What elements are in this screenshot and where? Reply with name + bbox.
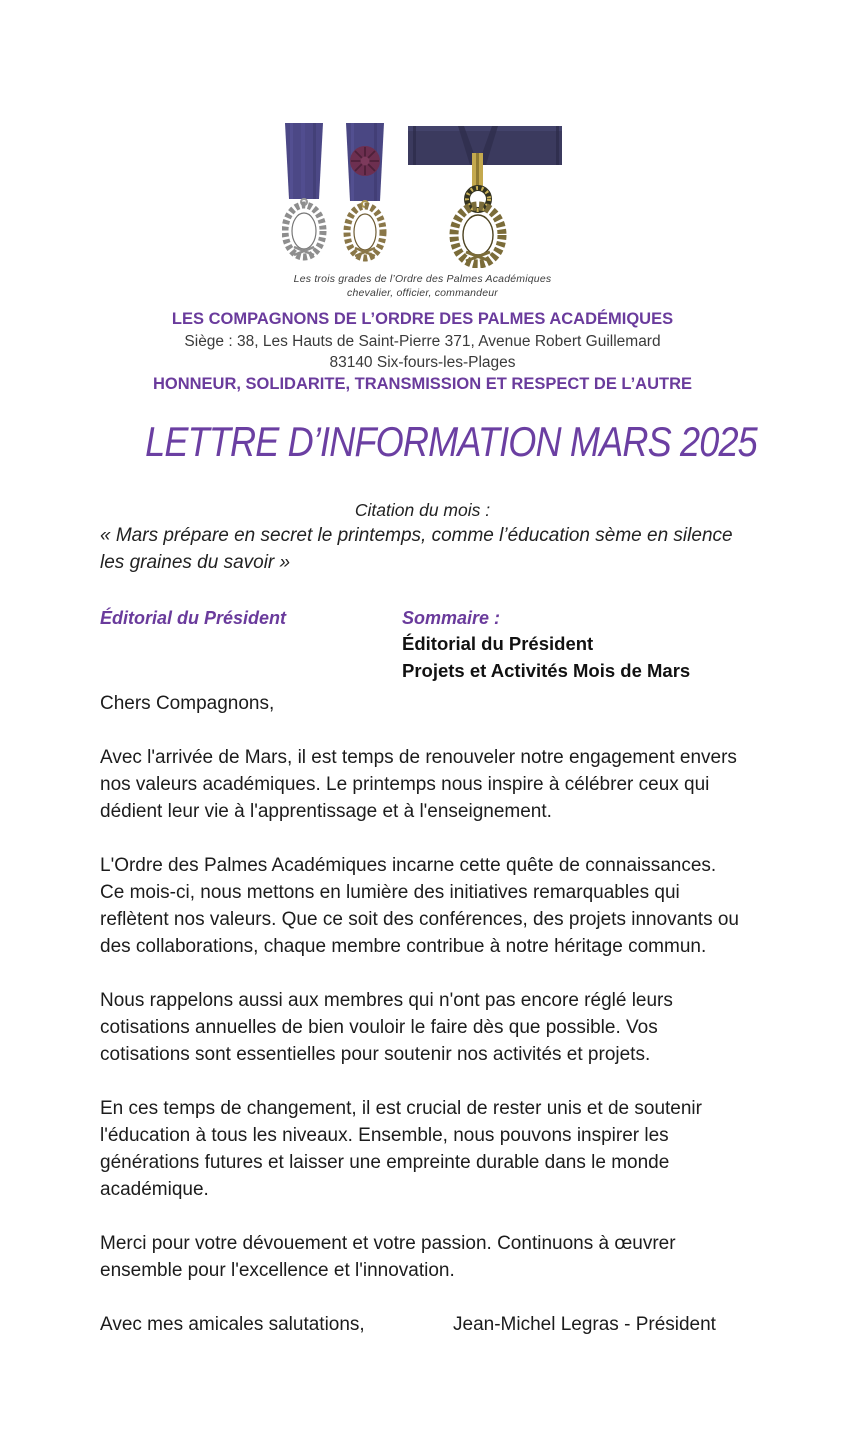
medals-image bbox=[282, 123, 564, 268]
address-line1: Siège : 38, Les Hauts de Saint-Pierre 371, Avenue Robert Guillemard bbox=[184, 333, 661, 350]
signature: Jean-Michel Legras - Président bbox=[453, 1314, 716, 1335]
sommaire-item-editorial: Éditorial du Président bbox=[402, 633, 594, 654]
editorial-column bbox=[100, 606, 402, 684]
editorial-heading: Éditorial du Président bbox=[100, 608, 287, 628]
address-line2: 83140 Six-fours-les-Plages bbox=[329, 354, 516, 371]
sommaire-heading: Sommaire : bbox=[402, 608, 501, 628]
medals-caption-line2: chevalier, officier, commandeur bbox=[347, 287, 498, 299]
sommaire-item-projets: Projets et Activités Mois de Mars bbox=[402, 660, 691, 681]
closing-salutation: Avec mes amicales salutations, bbox=[100, 1314, 365, 1335]
medals-caption-line1: Les trois grades de l’Ordre des Palmes Académiques bbox=[293, 273, 552, 285]
page-header bbox=[100, 123, 745, 396]
motto: HONNEUR, SOLIDARITE, TRANSMISSION ET RESPECT DE L’AUTRE bbox=[152, 375, 693, 393]
sommaire-column bbox=[402, 606, 745, 684]
citation-text: « Mars prépare en secret le printemps, comme l’éducation sème en silence les graines du savoir » bbox=[100, 525, 733, 573]
citation-heading: Citation du mois : bbox=[354, 500, 491, 520]
commandeur-medal bbox=[408, 126, 562, 264]
organization-name: LES COMPAGNONS DE L’ORDRE DES PALMES ACADÉMIQUES bbox=[171, 310, 674, 328]
paragraph-1: Avec l'arrivée de Mars, il est temps de renouveler notre engagement envers nos valeurs académiques. Le printemps nous inspire à célébrer ceux qui dédient leur vie à l'apprentissage et à l'enseignement. bbox=[100, 747, 737, 822]
section-headings-row bbox=[100, 606, 745, 684]
paragraph-2: L'Ordre des Palmes Académiques incarne cette quête de connaissances. Ce mois-ci, nous mettons en lumière des initiatives remarquables qui reflètent nos valeurs. Que ce soit des conférences, des projets innovants ou des collaborations, chaque membre contribue à notre héritage commun. bbox=[100, 855, 739, 957]
chevalier-medal bbox=[285, 123, 323, 257]
paragraph-3: Nous rappelons aussi aux membres qui n'ont pas encore réglé leurs cotisations annuelles de bien vouloir le faire dès que possible. Vos cotisations sont essentielles pour soutenir nos activités et projets. bbox=[100, 990, 673, 1065]
medals-caption bbox=[100, 272, 745, 300]
newsletter-title: LETTRE D’INFORMATION MARS 2025 bbox=[145, 418, 757, 465]
paragraph-4: En ces temps de changement, il est crucial de rester unis et de soutenir l'éducation à tous les niveaux. Ensemble, nous pouvons inspirer les générations futures et laisser une empreinte durable dans le monde académique. bbox=[100, 1098, 702, 1200]
salutation: Chers Compagnons, bbox=[100, 693, 275, 714]
paragraph-5: Merci pour votre dévouement et votre passion. Continuons à œuvrer ensemble pour l'excellence et l'innovation. bbox=[100, 1233, 676, 1281]
officier-medal bbox=[346, 123, 384, 258]
closing-row bbox=[100, 1311, 745, 1338]
